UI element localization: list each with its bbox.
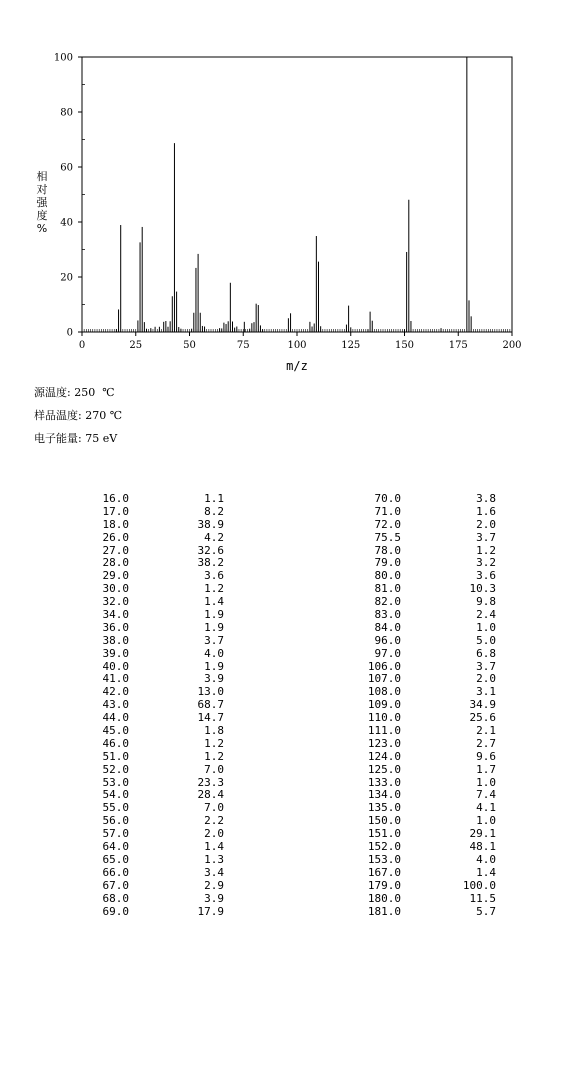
mz-value: 125.0: [367, 762, 401, 776]
mz-value: 123.0: [367, 736, 401, 750]
intensity-value: 34.9: [469, 698, 496, 712]
intensity-value: 32.6: [197, 543, 224, 557]
intensity-value: 4.1: [476, 801, 496, 815]
y-tick-label: 20: [60, 272, 73, 284]
table-row: [70, 595, 224, 608]
table-row: [70, 518, 224, 531]
x-tick-label: 150: [394, 340, 415, 351]
intensity-value: 1.2: [476, 543, 496, 557]
y-tick-label: 0: [66, 327, 73, 339]
x-tick-label: 200: [502, 340, 522, 351]
intensity-value: 1.4: [204, 840, 224, 854]
table-row: [70, 763, 224, 776]
mz-value: 57.0: [102, 827, 129, 841]
mz-value: 29.0: [102, 569, 129, 583]
x-tick-label: 50: [183, 340, 196, 351]
mz-value: 54.0: [102, 788, 129, 802]
table-row: [70, 840, 224, 853]
peak-table-left: [70, 492, 224, 917]
sample-temperature: 样品温度: 270 ℃: [34, 409, 122, 422]
mz-value: 41.0: [102, 672, 129, 686]
x-axis-label: m/z: [286, 359, 308, 373]
intensity-value: 4.0: [476, 852, 496, 866]
table-row: [70, 737, 224, 750]
table-row: [70, 711, 224, 724]
intensity-value: 3.2: [476, 556, 496, 570]
intensity-value: 5.7: [476, 904, 496, 918]
mz-value: 18.0: [102, 517, 129, 531]
mz-value: 34.0: [102, 608, 129, 622]
table-row: [70, 492, 224, 505]
mz-value: 109.0: [367, 698, 401, 712]
mz-value: 153.0: [367, 852, 401, 866]
intensity-value: 1.4: [476, 865, 496, 879]
intensity-value: 1.0: [476, 775, 496, 789]
mz-value: 56.0: [102, 814, 129, 828]
mz-value: 26.0: [102, 530, 129, 544]
mz-value: 30.0: [102, 582, 129, 596]
intensity-value: 1.1: [204, 492, 224, 505]
table-row: [70, 750, 224, 763]
intensity-value: 38.9: [197, 517, 224, 531]
table-row: [70, 724, 224, 737]
table-row: [360, 595, 496, 608]
table-row: [360, 737, 496, 750]
table-row: [360, 711, 496, 724]
mz-value: 45.0: [102, 724, 129, 738]
mz-value: 68.0: [102, 891, 129, 905]
table-row: [70, 879, 224, 892]
mz-value: 71.0: [374, 504, 401, 518]
mz-value: 180.0: [367, 891, 401, 905]
table-row: [360, 685, 496, 698]
intensity-value: 1.9: [204, 659, 224, 673]
table-row: [360, 660, 496, 673]
intensity-value: 5.0: [476, 633, 496, 647]
intensity-value: 4.0: [204, 646, 224, 660]
table-row: [360, 853, 496, 866]
table-row: [360, 647, 496, 660]
intensity-value: 10.3: [469, 582, 496, 596]
table-row: [360, 544, 496, 557]
table-row: [70, 698, 224, 711]
table-row: [70, 621, 224, 634]
intensity-value: 1.2: [204, 582, 224, 596]
intensity-value: 28.4: [197, 788, 224, 802]
mz-value: 84.0: [374, 620, 401, 634]
table-row: [360, 776, 496, 789]
table-row: [360, 608, 496, 621]
mz-value: 52.0: [102, 762, 129, 776]
intensity-value: 3.7: [204, 633, 224, 647]
intensity-value: 2.7: [476, 736, 496, 750]
intensity-value: 2.0: [204, 827, 224, 841]
mz-value: 79.0: [374, 556, 401, 570]
table-row: [70, 853, 224, 866]
intensity-value: 2.9: [204, 878, 224, 892]
table-row: [70, 531, 224, 544]
x-tick-label: 0: [78, 340, 86, 351]
table-row: [360, 518, 496, 531]
mz-value: 39.0: [102, 646, 129, 660]
mz-value: 80.0: [374, 569, 401, 583]
table-row: [360, 763, 496, 776]
source-temperature: 源温度: 250 ℃: [34, 386, 115, 399]
table-row: [360, 788, 496, 801]
table-row: [70, 685, 224, 698]
x-tick-label: 100: [287, 340, 307, 351]
intensity-value: 1.8: [204, 724, 224, 738]
table-row: [70, 582, 224, 595]
mz-value: 83.0: [374, 608, 401, 622]
mz-value: 42.0: [102, 685, 129, 699]
table-row: [70, 556, 224, 569]
mz-value: 16.0: [102, 492, 129, 505]
x-tick-label: 175: [448, 340, 468, 351]
mz-value: 75.5: [374, 530, 401, 544]
mz-value: 96.0: [374, 633, 401, 647]
table-row: [360, 492, 496, 505]
intensity-value: 11.5: [469, 891, 496, 905]
table-row: [360, 698, 496, 711]
table-row: [360, 582, 496, 595]
mz-value: 51.0: [102, 749, 129, 763]
mz-value: 67.0: [102, 878, 129, 892]
mz-value: 179.0: [367, 878, 401, 892]
mz-value: 81.0: [374, 582, 401, 596]
mz-value: 65.0: [102, 852, 129, 866]
intensity-value: 3.7: [476, 530, 496, 544]
table-row: [360, 569, 496, 582]
intensity-value: 1.9: [204, 620, 224, 634]
intensity-value: 1.6: [476, 504, 496, 518]
intensity-value: 9.8: [476, 595, 496, 609]
intensity-value: 2.0: [476, 672, 496, 686]
intensity-value: 48.1: [469, 840, 496, 854]
table-row: [360, 621, 496, 634]
mz-value: 17.0: [102, 504, 129, 518]
intensity-value: 1.2: [204, 736, 224, 750]
x-tick-label: 25: [129, 340, 143, 351]
intensity-value: 3.4: [204, 865, 224, 879]
intensity-value: 3.9: [204, 672, 224, 686]
intensity-value: 1.3: [204, 852, 224, 866]
intensity-value: 13.0: [197, 685, 224, 699]
intensity-value: 7.4: [476, 788, 496, 802]
table-row: [360, 531, 496, 544]
intensity-value: 8.2: [204, 504, 224, 518]
table-row: [70, 905, 224, 918]
mz-value: 110.0: [367, 711, 401, 725]
intensity-value: 3.6: [476, 569, 496, 583]
table-row: [70, 892, 224, 905]
intensity-value: 29.1: [469, 827, 496, 841]
table-row: [360, 905, 496, 918]
mz-value: 43.0: [102, 698, 129, 712]
table-row: [70, 827, 224, 840]
mz-value: 55.0: [102, 801, 129, 815]
table-row: [70, 776, 224, 789]
peak-table-right: [360, 492, 496, 917]
table-row: [70, 647, 224, 660]
electron-energy: 电子能量: 75 eV: [34, 432, 118, 445]
mz-value: 108.0: [367, 685, 401, 699]
plot-frame: [82, 57, 512, 332]
intensity-value: 1.7: [476, 762, 496, 776]
x-tick-label: 125: [341, 340, 361, 351]
table-row: [360, 879, 496, 892]
table-row: [70, 801, 224, 814]
mz-value: 69.0: [102, 904, 129, 918]
intensity-value: 3.1: [476, 685, 496, 699]
mz-value: 28.0: [102, 556, 129, 570]
mz-value: 134.0: [367, 788, 401, 802]
intensity-value: 9.6: [476, 749, 496, 763]
table-row: [360, 840, 496, 853]
mz-value: 106.0: [367, 659, 401, 673]
intensity-value: 7.0: [204, 801, 224, 815]
table-row: [70, 788, 224, 801]
mz-value: 152.0: [367, 840, 401, 854]
table-row: [360, 724, 496, 737]
mz-value: 38.0: [102, 633, 129, 647]
table-row: [360, 827, 496, 840]
y-tick-label: 100: [53, 52, 73, 64]
table-row: [360, 814, 496, 827]
intensity-value: 1.9: [204, 608, 224, 622]
mz-value: 27.0: [102, 543, 129, 557]
intensity-value: 68.7: [197, 698, 224, 712]
table-row: [70, 505, 224, 518]
intensity-value: 3.9: [204, 891, 224, 905]
intensity-value: 1.0: [476, 620, 496, 634]
table-row: [360, 505, 496, 518]
table-row: [70, 634, 224, 647]
mz-value: 167.0: [367, 865, 401, 879]
table-row: [70, 544, 224, 557]
table-row: [360, 750, 496, 763]
mz-value: 97.0: [374, 646, 401, 660]
y-axis-label: 相对强度%: [36, 170, 48, 235]
mz-value: 36.0: [102, 620, 129, 634]
intensity-value: 1.0: [476, 814, 496, 828]
table-row: [360, 892, 496, 905]
intensity-value: 3.6: [204, 569, 224, 583]
mz-value: 133.0: [367, 775, 401, 789]
mass-spectrum-chart: [0, 0, 570, 380]
table-row: [360, 634, 496, 647]
intensity-value: 2.0: [476, 517, 496, 531]
intensity-value: 1.4: [204, 595, 224, 609]
intensity-value: 3.7: [476, 659, 496, 673]
table-row: [360, 556, 496, 569]
mz-value: 107.0: [367, 672, 401, 686]
table-row: [70, 608, 224, 621]
mz-value: 135.0: [367, 801, 401, 815]
table-row: [360, 801, 496, 814]
mz-value: 53.0: [102, 775, 129, 789]
table-row: [70, 660, 224, 673]
intensity-value: 3.8: [476, 492, 496, 505]
mz-value: 78.0: [374, 543, 401, 557]
mz-value: 124.0: [367, 749, 401, 763]
mz-value: 72.0: [374, 517, 401, 531]
table-row: [360, 866, 496, 879]
intensity-value: 25.6: [469, 711, 496, 725]
mz-value: 150.0: [367, 814, 401, 828]
y-tick-label: 40: [60, 217, 73, 229]
mz-value: 111.0: [367, 724, 401, 738]
intensity-value: 2.1: [476, 724, 496, 738]
mz-value: 64.0: [102, 840, 129, 854]
y-tick-label: 60: [60, 162, 73, 174]
y-tick-label: 80: [60, 107, 73, 119]
mz-value: 40.0: [102, 659, 129, 673]
mz-value: 66.0: [102, 865, 129, 879]
mz-value: 181.0: [367, 904, 401, 918]
table-row: [70, 866, 224, 879]
table-row: [70, 569, 224, 582]
intensity-value: 1.2: [204, 749, 224, 763]
table-row: [360, 672, 496, 685]
intensity-value: 17.9: [197, 904, 224, 918]
intensity-value: 2.2: [204, 814, 224, 828]
intensity-value: 38.2: [197, 556, 224, 570]
intensity-value: 2.4: [476, 608, 496, 622]
x-tick-label: 75: [236, 340, 250, 351]
intensity-value: 6.8: [476, 646, 496, 660]
mz-value: 32.0: [102, 595, 129, 609]
mz-value: 46.0: [102, 736, 129, 750]
mz-value: 70.0: [374, 492, 401, 505]
intensity-value: 100.0: [462, 878, 496, 892]
intensity-value: 23.3: [197, 775, 224, 789]
mz-value: 82.0: [374, 595, 401, 609]
mz-value: 44.0: [102, 711, 129, 725]
intensity-value: 4.2: [204, 530, 224, 544]
table-row: [70, 814, 224, 827]
mz-value: 151.0: [367, 827, 401, 841]
intensity-value: 7.0: [204, 762, 224, 776]
table-row: [70, 672, 224, 685]
intensity-value: 14.7: [197, 711, 224, 725]
